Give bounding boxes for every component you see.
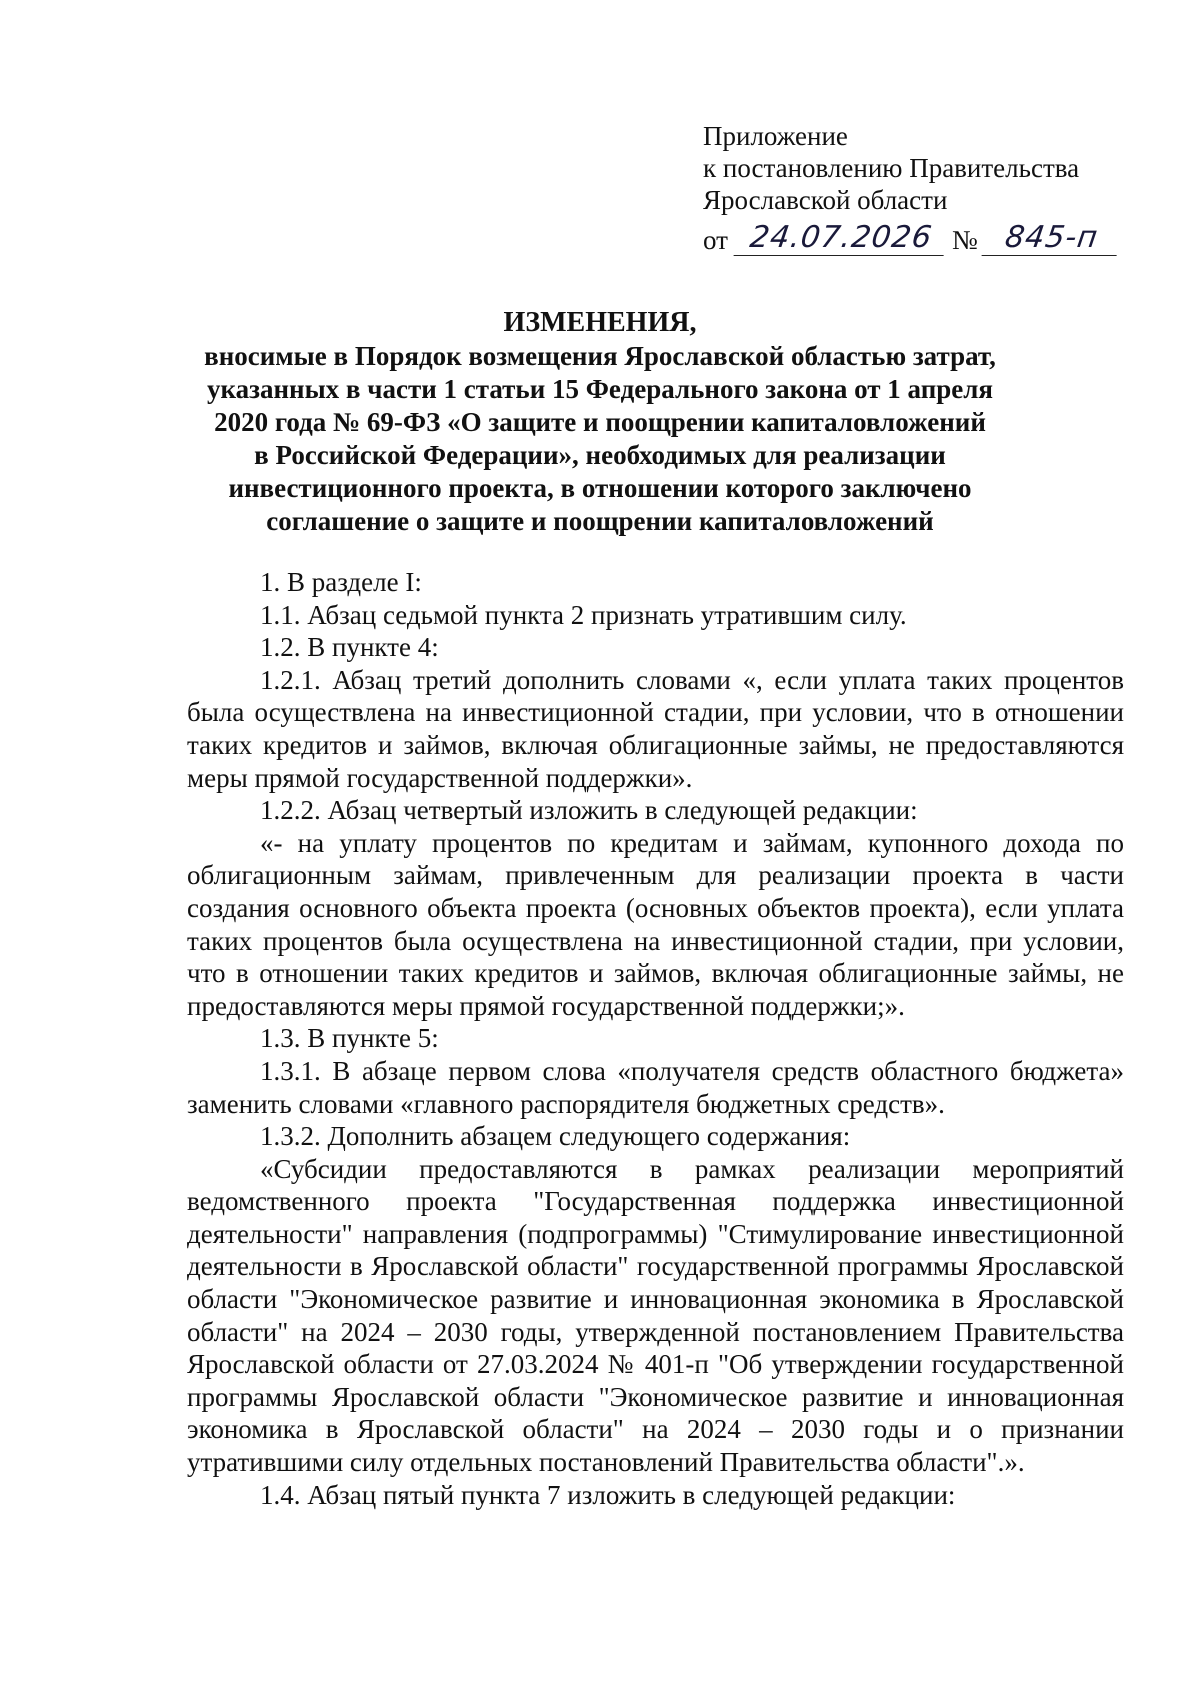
paragraph: 1.3. В пункте 5: — [260, 1023, 439, 1054]
paragraph: 1.2. В пункте 4: — [260, 632, 439, 663]
paragraph: 1. В разделе I: — [260, 567, 422, 597]
title-line: 2020 года № 69-ФЗ «О защите и поощрении капиталовложений — [214, 407, 986, 437]
paragraph: 1.2.2. Абзац четвертый изложить в следующей редакции: — [260, 795, 918, 826]
title-line: соглашение о защите и поощрении капиталовложений — [266, 506, 934, 536]
appendix-reference-line: к постановлению Правительства — [703, 153, 1080, 183]
title-line: вносимые в Порядок возмещения Ярославской областью затрат, — [204, 341, 996, 371]
handwritten-date: 24.07.2026 — [733, 221, 948, 256]
paragraph: 1.3.1. В абзаце первом слова «получателя средств областного бюджета» заменить словами «главного распорядителя бюджетных средств». — [187, 1055, 1124, 1119]
title-heading: ИЗМЕНЕНИЯ, — [503, 307, 697, 338]
date-prefix: от — [703, 225, 728, 255]
appendix-region-line: Ярославской области — [703, 185, 948, 215]
title-line: инвестиционного проекта, в отношении которого заключено — [228, 473, 972, 503]
handwritten-number: 845-п — [981, 221, 1121, 256]
paragraph: «Субсидии предоставляются в рамках реализации мероприятий ведомственного проекта "Государственная поддержка инвестиционной деятельности" направления (подпрограммы) "Стимулирование инвестиционной деятельности в Ярославской области" государственной программы Ярославской области "Экономическое развитие и инновационная экономика в Ярославской области" на 2024 – 2030 годы, утвержденной постановлением Правительства Ярославской области от 27.03.2024 № 401-п "Об утверждении государственной программы Ярославской области "Экономическое развитие и инновационная экономика в Ярославской области" на 2024 – 2030 годы и о признании утратившими силу отдельных постановлений Правительства области".». — [187, 1153, 1124, 1478]
number-prefix: № — [951, 225, 978, 255]
paragraph: 1.3.2. Дополнить абзацем следующего содержания: — [260, 1121, 851, 1152]
title-line: указанных в части 1 статьи 15 Федерального закона от 1 апреля — [206, 374, 994, 404]
paragraph: «- на уплату процентов по кредитам и займам, купонного дохода по облигационным займам, привлеченным для реализации проекта в части создания основного объекта проекта (основных объектов проекта), если уплата таких процентов была осуществлена на инвестиционной стадии, при условии, что в отношении таких кредитов и займов, включая облигационные займы, не предоставляются меры прямой государственной поддержки;». — [187, 827, 1124, 1021]
paragraph: 1.4. Абзац пятый пункта 7 изложить в следующей редакции: — [260, 1479, 956, 1510]
paragraph: 1.1. Абзац седьмой пункта 2 признать утратившим силу. — [260, 599, 907, 630]
appendix-title: Приложение — [703, 121, 848, 151]
title-line: в Российской Федерации», необходимых для реализации — [254, 440, 946, 470]
document-body — [187, 566, 1124, 1511]
appendix-date-number-row — [703, 216, 1143, 256]
paragraph: 1.2.1. Абзац третий дополнить словами «, если уплата таких процентов была осуществлена на инвестиционной стадии, при условии, что в отношении таких кредитов и займов, включая облигационные займы, не предоставляются меры прямой государственной поддержки». — [187, 664, 1124, 793]
appendix-header — [703, 120, 1143, 256]
document-title — [140, 306, 1060, 538]
